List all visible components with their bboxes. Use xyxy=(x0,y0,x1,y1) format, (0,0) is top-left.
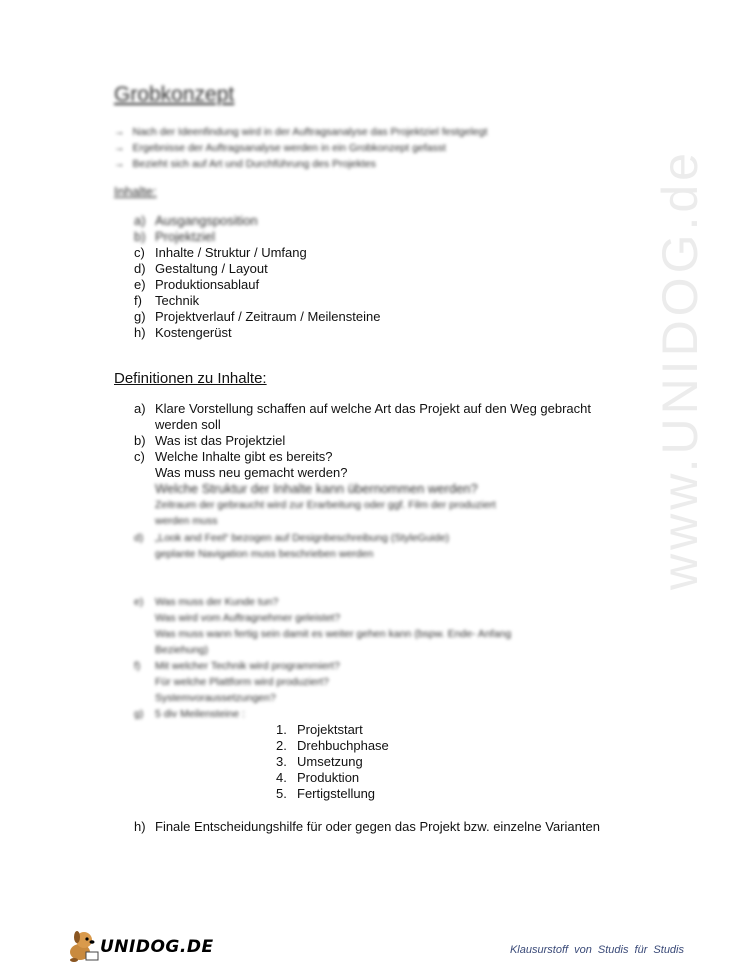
definition-item-h-list xyxy=(134,819,600,835)
item-text: Projektverlauf / Zeitraum / Meilensteine xyxy=(155,309,381,324)
item-marker: c) xyxy=(134,245,145,260)
definition-line: geplante Navigation muss beschrieben werden xyxy=(155,548,374,560)
definition-line: Was ist das Projektziel xyxy=(155,433,286,448)
item-marker: h) xyxy=(134,325,146,340)
item-marker: 4. xyxy=(276,770,287,785)
item-marker: 2. xyxy=(276,738,287,753)
definition-line: Was muss wann fertig sein damit es weiter gehen kann (bspw. Ende- Anfang xyxy=(155,628,512,640)
definition-line: Was muss der Kunde tun? xyxy=(155,596,279,608)
item-marker: b) xyxy=(134,229,146,244)
milestones-list xyxy=(276,722,389,802)
unidog-logo xyxy=(64,928,214,964)
milestone-item xyxy=(276,722,389,738)
definition-item-f xyxy=(134,658,511,706)
item-text: Projektziel xyxy=(155,229,215,244)
item-text: Produktion xyxy=(297,770,360,785)
item-marker: e) xyxy=(134,596,144,608)
intro-bullets xyxy=(114,124,487,172)
contents-item xyxy=(134,309,380,325)
dog-mascot-icon xyxy=(64,928,104,964)
definition-item-d xyxy=(134,530,449,562)
item-text: Inhalte / Struktur / Umfang xyxy=(155,245,307,260)
definition-line: Finale Entscheidungshilfe für oder gegen das Projekt bzw. einzelne Varianten xyxy=(155,819,600,834)
definitions-heading: Definitionen zu Inhalte: xyxy=(114,370,267,387)
definitions-list xyxy=(134,401,591,529)
milestone-item xyxy=(276,738,389,754)
item-marker: e) xyxy=(134,277,146,292)
item-text: Fertigstellung xyxy=(297,786,376,801)
item-marker: g) xyxy=(134,309,146,324)
definition-item-a xyxy=(134,401,591,433)
definition-item-e xyxy=(134,594,511,658)
definition-line: Welche Struktur der Inhalte kann übernommen werden? xyxy=(155,481,478,496)
item-text: Gestaltung / Layout xyxy=(155,261,268,276)
item-marker: f) xyxy=(134,293,142,308)
definition-line: Was wird vom Auftragnehmer geleistet? xyxy=(155,612,341,624)
item-text: Umsetzung xyxy=(297,754,363,769)
contents-list xyxy=(134,213,380,341)
item-marker: f) xyxy=(134,660,141,672)
item-text: Ausgangsposition xyxy=(155,213,258,228)
item-marker: 3. xyxy=(276,754,287,769)
contents-item xyxy=(134,229,380,245)
item-marker: a) xyxy=(134,213,146,228)
item-text: Drehbuchphase xyxy=(297,738,389,753)
milestone-item xyxy=(276,754,389,770)
definition-line: werden soll xyxy=(155,417,221,432)
footer-slogan: Klausurstoff von Studis für Studis xyxy=(509,944,684,956)
intro-bullet: → Bezieht sich auf Art und Durchführung des Projektes xyxy=(114,156,487,172)
contents-item xyxy=(134,261,380,277)
item-marker: 5. xyxy=(276,786,287,801)
contents-item xyxy=(134,245,380,261)
definition-line: Beziehung) xyxy=(155,644,209,656)
item-text: Technik xyxy=(155,293,200,308)
definition-line: Klare Vorstellung schaffen auf welche Art das Projekt auf den Weg gebracht xyxy=(155,401,592,416)
contents-item xyxy=(134,277,380,293)
definition-line: 5 div Meilensteine : xyxy=(155,708,245,720)
definition-item-c xyxy=(134,449,591,529)
item-marker: a) xyxy=(134,401,146,416)
definition-line: Was muss neu gemacht werden? xyxy=(155,465,348,480)
definition-line: werden muss xyxy=(155,515,218,527)
item-marker: d) xyxy=(134,261,146,276)
item-text: Projektstart xyxy=(297,722,363,737)
contents-heading: Inhalte: xyxy=(114,184,157,199)
definition-item-h xyxy=(134,819,600,835)
definition-line: Welche Inhalte gibt es bereits? xyxy=(155,449,333,464)
watermark: www.UNIDOG.de xyxy=(652,149,708,590)
contents-item xyxy=(134,213,380,229)
page-title: Grobkonzept xyxy=(114,83,235,106)
definition-item-d-list xyxy=(134,530,449,562)
item-marker: h) xyxy=(134,819,146,834)
intro-bullet: → Nach der Ideenfindung wird in der Auftragsanalyse das Projektziel festgelegt xyxy=(114,124,487,140)
contents-item xyxy=(134,325,380,341)
item-marker: 1. xyxy=(276,722,287,737)
item-text: Kostengerüst xyxy=(155,325,232,340)
intro-bullet: → Ergebnisse der Auftragsanalyse werden in ein Grobkonzept gefasst xyxy=(114,140,487,156)
item-marker: g) xyxy=(134,708,144,720)
logo-text: UNIDOG.DE xyxy=(100,937,214,957)
milestone-item xyxy=(276,786,389,802)
item-text: Produktionsablauf xyxy=(155,277,260,292)
definitions-list-blurred xyxy=(134,594,511,722)
definition-line: Mit welcher Technik wird programmiert? xyxy=(155,660,340,672)
item-marker: d) xyxy=(134,532,144,544)
definition-item-b xyxy=(134,433,591,449)
definition-line: Systemvoraussetzungen? xyxy=(155,692,276,704)
contents-item xyxy=(134,293,380,309)
item-marker: b) xyxy=(134,433,146,448)
definition-line: „Look and Feel“ bezogen auf Designbeschreibung (StyleGuide) xyxy=(155,532,450,544)
definition-line: Zeitraum der gebraucht wird zur Erarbeitung oder ggf. Film der produziert xyxy=(155,499,496,511)
definition-line: Für welche Plattform wird produziert? xyxy=(155,676,329,688)
definition-item-g xyxy=(134,706,511,722)
item-marker: c) xyxy=(134,449,145,464)
milestone-item xyxy=(276,770,389,786)
